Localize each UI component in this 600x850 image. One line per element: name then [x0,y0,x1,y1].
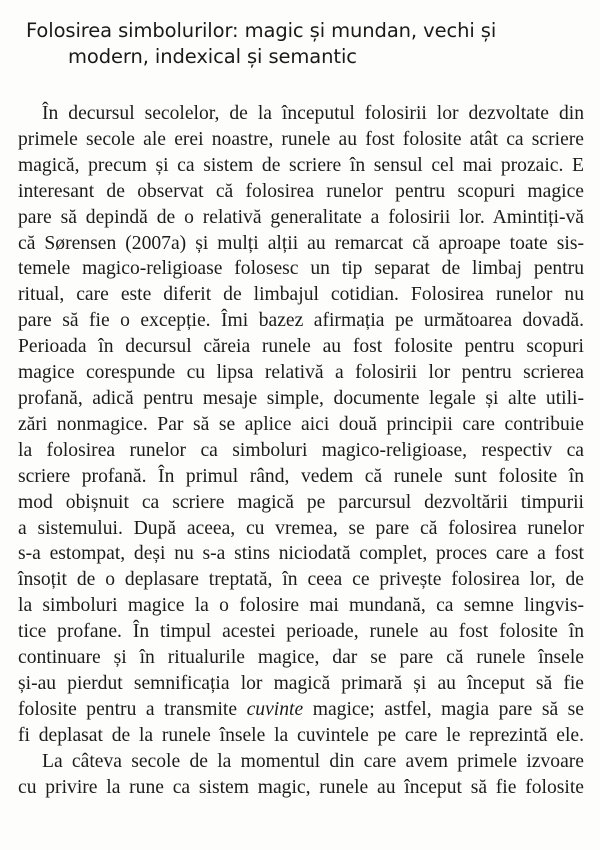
paragraph-2 [18,749,584,801]
text-line: cu privire la rune ca sistem magic, runele au început să fie folosite [18,776,584,798]
paragraph-1 [18,101,584,749]
text-segment: folosite pentru a transmite [18,698,247,720]
text-line: la folosirea runelor ca simboluri magico-religioase, respectiv ca [18,439,584,461]
text-line: interesant de observat că folosirea runelor pentru scopuri magice [18,180,584,202]
text-line: pare să depindă de o relativă generalitate a folosirii lor. Amintiți-vă [18,206,584,228]
text-line: la simboluri magice la o folosire mai mundană, ca semne lingvis- [18,595,584,617]
text-line: La câteva secole de la momentul din care avem primele izvoare [42,750,584,772]
text-line: scriere profană. În primul rând, vedem că runele sunt folosite în [18,465,584,487]
text-line: ritual, care este diferit de limbajul cotidian. Folosirea runelor nu [18,284,584,306]
text-line: pare să fie o excepție. Îmi bazez afirmația pe următoarea dovadă. [18,310,584,332]
text-line: Perioada în decursul căreia runele au fost folosite pentru scopuri [18,336,584,358]
text-line: magice corespunde cu lipsa relativă a folosirii lor pentru scrierea [18,362,584,384]
text-line: însoțit de o deplasare treptată, în ceea ce privește folosirea lor, de [18,569,584,591]
text-line: profană, adică pentru mesaje simple, documente legale și alte utili- [18,387,584,409]
text-line: continuare și în ritualurile magice, dar se pare că runele însele [18,647,584,669]
text-line: a sistemului. După aceea, cu vremea, se pare că folosirea runelor [18,517,584,539]
text-line: s-a estompat, deși nu s-a stins niciodată complet, proces care a fost [18,543,584,565]
text-line: primele secole ale erei noastre, runele au fost folosite atât ca scriere [18,128,584,150]
section-heading [26,18,586,70]
text-line: mod obișnuit ca scriere magică pe parcursul dezvoltării timpurii [18,491,584,513]
text-line: În decursul secolelor, de la începutul folosirii lor dezvoltate din [42,103,584,124]
text-line: fi deplasat de la runele însele la cuvintele pe care le reprezintă ele. [18,724,584,746]
heading-line-2: modern, indexical și semantic [68,45,357,68]
text-line: zări nonmagice. Par să se aplice aici două principii care contribuie [18,413,584,435]
italic-word: cuvinte [246,698,304,720]
text-line: magică, precum și ca sistem de scriere în sensul cel mai prozaic. E [18,154,584,176]
text-line: temele magico-religioase folosesc un tip separat de limbaj pentru [18,258,584,280]
text-line-with-italic [18,697,584,723]
text-line: că Sørensen (2007a) și mulți alții au remarcat că aproape toate sis- [18,232,584,254]
body-text [18,101,584,800]
text-segment: magice; astfel, magia pare să se [303,698,585,720]
heading-line-1: Folosirea simbolurilor: magic și mundan, vechi și [26,19,497,42]
text-line: și-au pierdut semnificația lor magică primară și au început să fie [18,672,584,694]
text-line: tice profane. În timpul acestei perioade, runele au fost folosite în [18,621,584,643]
